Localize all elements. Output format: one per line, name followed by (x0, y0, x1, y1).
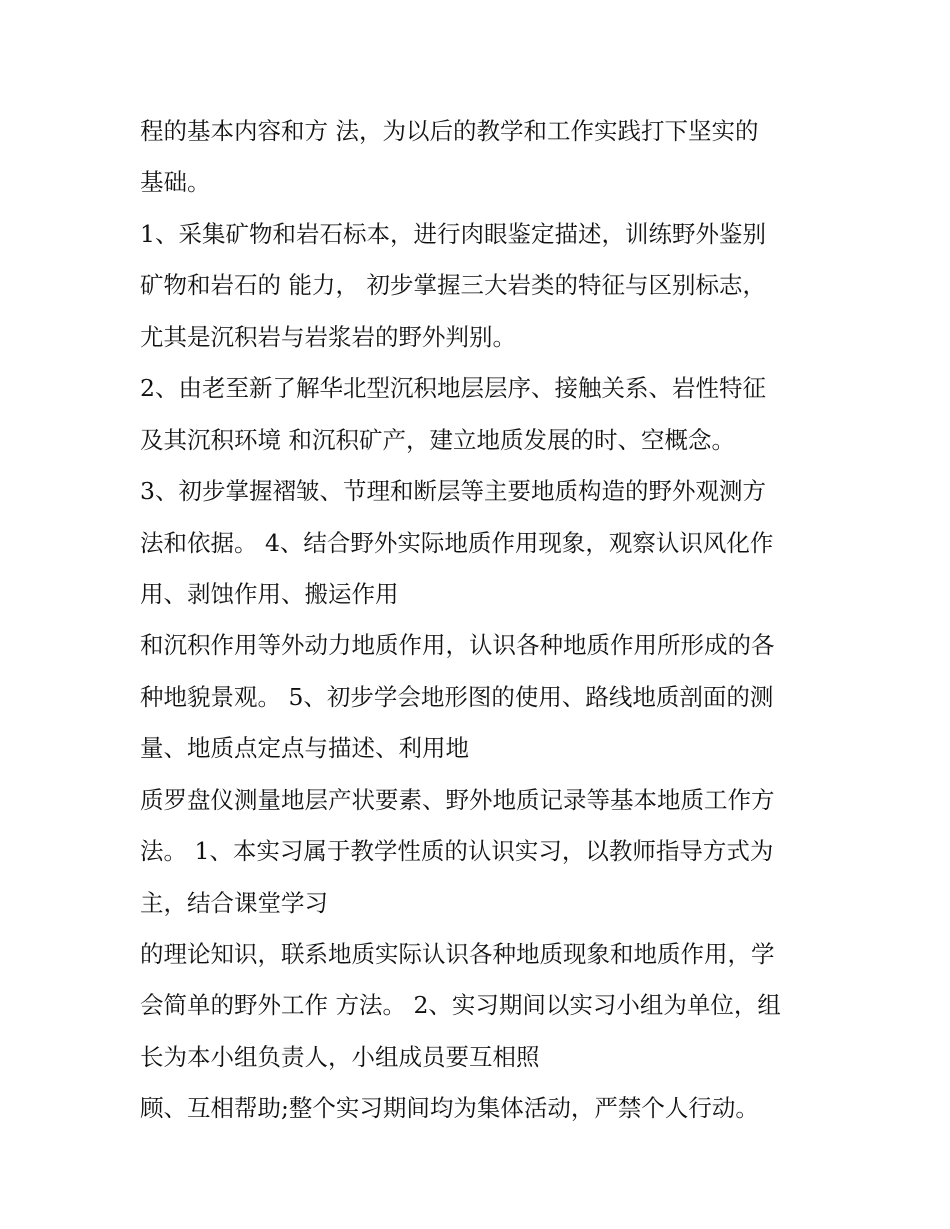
text-line: 法。 1、本实习属于教学性质的认识实习，以教师指导方式为 (140, 837, 774, 866)
text-line: 质罗盘仪测量地层产状要素、野外地质记录等基本地质工作方 (140, 785, 775, 814)
text-line: 3、初步掌握褶皱、节理和断层等主要地质构造的野外观测方 (140, 477, 766, 506)
text-line: 基础。 (140, 168, 211, 197)
text-line: 矿物和岩石的 能力， 初步掌握三大岩类的特征与区别标志， (140, 271, 766, 300)
text-line: 会简单的野外工作 方法。 2、实习期间以实习小组为单位，组 (140, 991, 781, 1020)
text-line: 2、由老至新了解华北型沉积地层层序、接触关系、岩性特征 (140, 374, 766, 403)
text-line: 尤其是沉积岩与岩浆岩的野外判别。 (140, 322, 516, 351)
text-line: 法和依据。 4、结合野外实际地质作用现象，观察认识风化作 (140, 528, 774, 557)
text-line: 的理论知识，联系地质实际认识各种地质现象和地质作用，学 (140, 940, 775, 968)
text-line: 1、采集矿物和岩石标本，进行肉眼鉴定描述，训练野外鉴别 (140, 219, 766, 248)
text-line: 用、剥蚀作用、搬运作用 (140, 579, 399, 608)
text-line: 量、地质点定点与描述、利用地 (140, 734, 469, 763)
text-line: 及其沉积环境 和沉积矿产，建立地质发展的时、空概念。 (140, 425, 735, 454)
text-line: 种地貌景观。 5、初步学会地形图的使用、路线地质剖面的测 (140, 682, 774, 711)
body-text (140, 106, 840, 1135)
text-line: 长为本小组负责人，小组成员要互相照 (140, 1042, 540, 1071)
text-line: 程的基本内容和方 法，为以后的教学和工作实践打下坚实的 (140, 117, 759, 145)
text-line: 主，结合课堂学习 (140, 888, 328, 917)
text-line: 顾、互相帮助;整个实习期间均为集体活动，严禁个人行动。 (140, 1094, 759, 1123)
text-line: 和沉积作用等外动力地质作用，认识各种地质作用所形成的各 (140, 631, 775, 660)
